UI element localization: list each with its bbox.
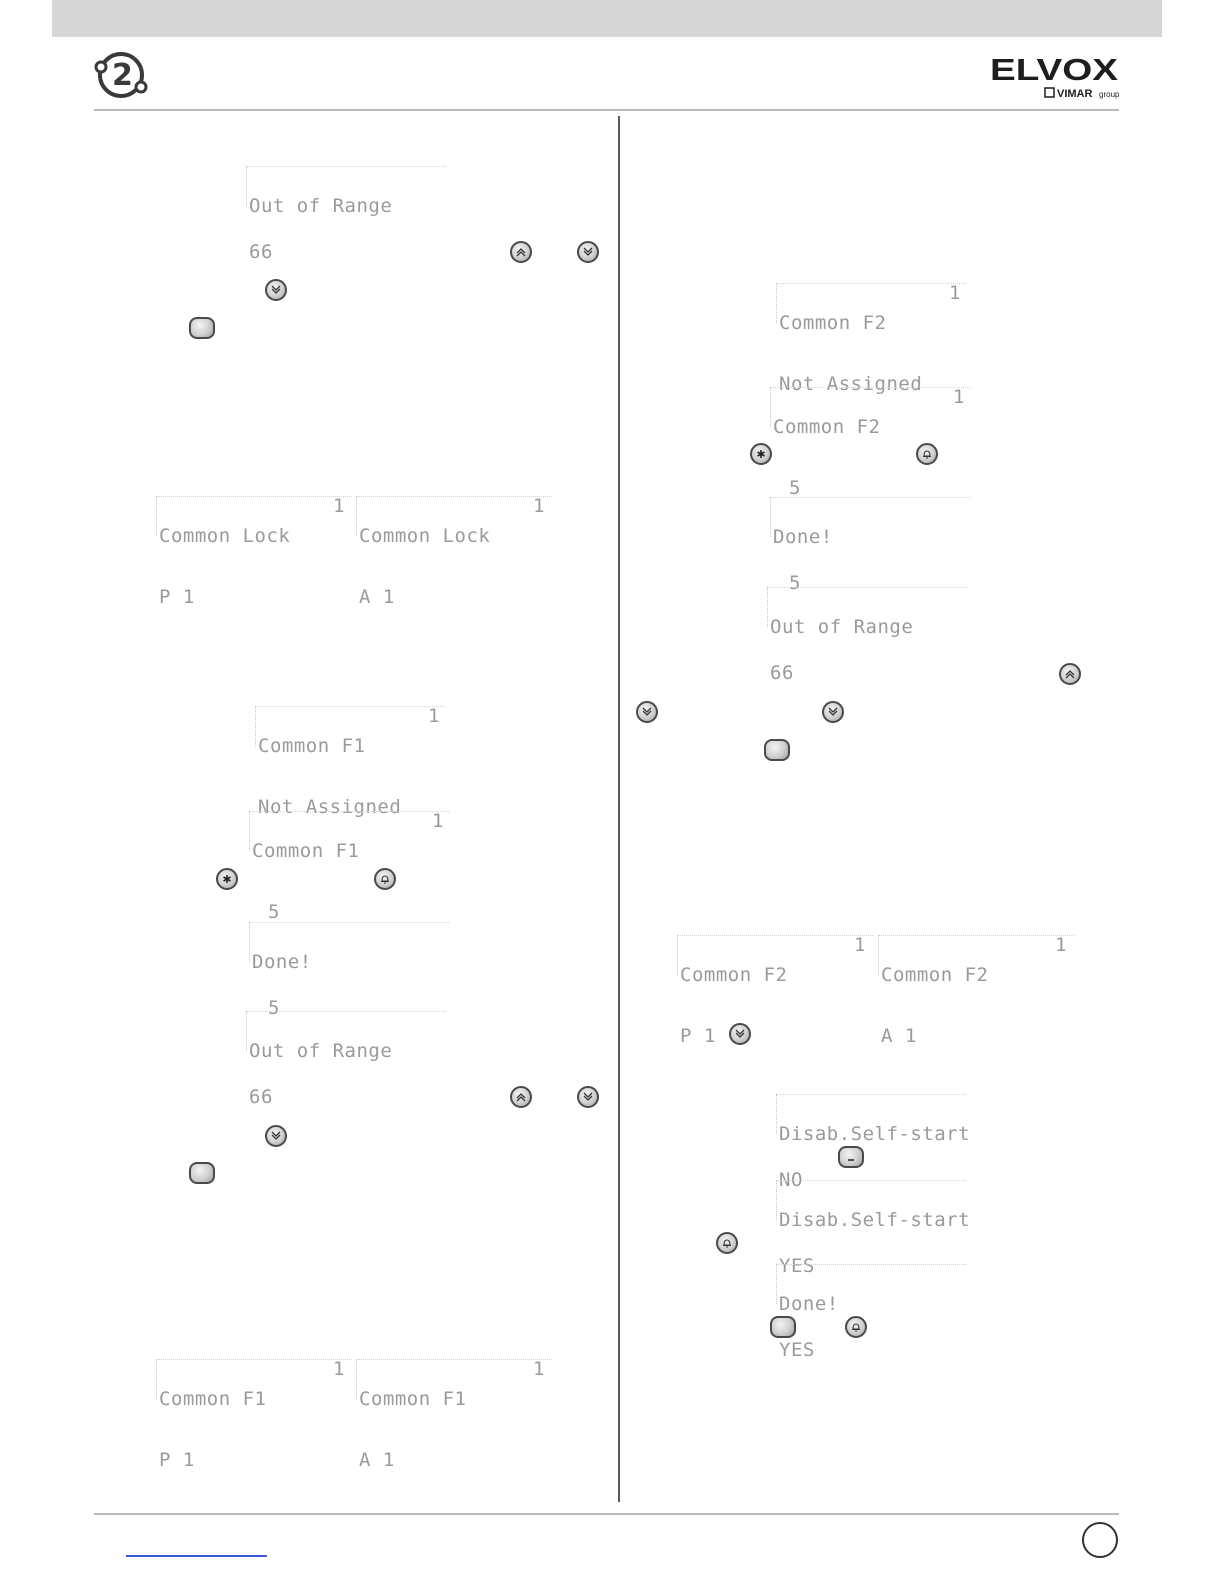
lcd-common-f2-5 (770, 386, 970, 499)
lcd-line1: Common F1 (359, 1388, 467, 1410)
down-arrow-icon (577, 1086, 599, 1108)
lcd-common-lock-p (156, 495, 352, 608)
lcd-done-5 (770, 497, 970, 594)
lcd-line2: P 1 (159, 1449, 195, 1471)
lcd-line1: Disab.Self-start (779, 1209, 971, 1231)
lcd-number: 1 (333, 495, 345, 517)
lcd-number: 1 (533, 495, 545, 517)
down-arrow-icon (265, 1125, 287, 1147)
lcd-line2: A 1 (359, 586, 395, 608)
lcd-done-yes (776, 1264, 966, 1361)
lcd-line1: Common F2 (881, 964, 989, 986)
lcd-number: 1 (949, 282, 961, 304)
lcd-disab-self-start-no (776, 1094, 971, 1191)
brand-tagline-suffix: group (1099, 90, 1120, 99)
lcd-number: 1 (1055, 934, 1067, 956)
lcd-line2: YES (779, 1339, 815, 1361)
lcd-line2: A 1 (359, 1449, 395, 1471)
lcd-line1: Common F1 (252, 840, 360, 862)
column-divider (618, 116, 620, 1502)
lcd-line1: Out of Range (249, 1040, 393, 1062)
page-language-circle (1082, 1522, 1118, 1558)
series-2-logo-text: 2 (112, 58, 133, 93)
lcd-line1: Disab.Self-start (779, 1123, 971, 1145)
blank-key-icon (770, 1316, 796, 1338)
dash-key-icon (838, 1146, 864, 1168)
lcd-number: 1 (333, 1358, 345, 1380)
lcd-common-f1-not-assigned (255, 705, 445, 818)
lcd-line2: A 1 (881, 1025, 917, 1047)
header-rule (94, 109, 1119, 111)
lcd-line1: Out of Range (770, 616, 914, 638)
lcd-line1: Common F1 (159, 1388, 267, 1410)
lcd-common-f2-p (677, 934, 873, 1047)
lcd-line1: Done! (773, 526, 833, 548)
blank-key-icon (189, 317, 215, 339)
lcd-line2: YES (779, 1255, 815, 1277)
brand-tagline: VIMAR (1057, 88, 1093, 100)
footer-link-underline[interactable] (126, 1555, 267, 1557)
lcd-number: 1 (432, 810, 444, 832)
asterisk-icon (750, 443, 772, 465)
lcd-common-lock-a (356, 495, 552, 608)
lcd-out-of-range-2 (246, 1011, 446, 1108)
down-arrow-icon (636, 701, 658, 723)
up-arrow-icon (510, 241, 532, 263)
elvox-logo (990, 52, 1120, 100)
lcd-line1: Common F1 (258, 735, 366, 757)
footer-rule (94, 1513, 1119, 1515)
lcd-line2: 66 (770, 662, 794, 684)
lcd-line2: 66 (249, 241, 273, 263)
lcd-common-f2-a (878, 934, 1074, 1047)
lcd-line2: P 1 (680, 1025, 716, 1047)
asterisk-icon (216, 868, 238, 890)
down-arrow-icon (729, 1023, 751, 1045)
lcd-line2: NO (779, 1169, 803, 1191)
lcd-line2: Not Assigned (258, 796, 402, 818)
lcd-line1: Done! (779, 1293, 839, 1315)
lcd-line1: Common Lock (159, 525, 291, 547)
bell-icon (374, 868, 396, 890)
bell-icon (916, 443, 938, 465)
lcd-number: 1 (953, 386, 965, 408)
lcd-common-f2-not-assigned (776, 282, 966, 395)
lcd-disab-self-start-yes (776, 1180, 971, 1277)
lcd-line2: Not Assigned (779, 373, 923, 395)
lcd-number: 1 (533, 1358, 545, 1380)
lcd-line1: Done! (252, 951, 312, 973)
down-arrow-icon (265, 279, 287, 301)
lcd-line2: 66 (249, 1086, 273, 1108)
lcd-line2: 5 (256, 997, 280, 1019)
lcd-done-5 (249, 922, 449, 1019)
lcd-out-of-range (767, 587, 967, 684)
blank-key-icon (189, 1162, 215, 1184)
lcd-line1: Common F2 (773, 416, 881, 438)
up-arrow-icon (1059, 663, 1081, 685)
down-arrow-icon (822, 701, 844, 723)
lcd-line1: Common Lock (359, 525, 491, 547)
header-bar (52, 0, 1162, 37)
lcd-line1: Common F2 (680, 964, 788, 986)
lcd-line2: 5 (777, 572, 801, 594)
series-2-logo (94, 50, 148, 100)
down-arrow-icon (577, 241, 599, 263)
lcd-line2: 5 (777, 477, 801, 499)
lcd-line2: P 1 (159, 586, 195, 608)
blank-key-icon (764, 739, 790, 761)
lcd-common-f1-a (356, 1358, 552, 1471)
lcd-line1: Out of Range (249, 195, 393, 217)
lcd-out-of-range (246, 166, 446, 263)
lcd-common-f1-p (156, 1358, 352, 1471)
up-arrow-icon (510, 1086, 532, 1108)
lcd-number: 1 (428, 705, 440, 727)
lcd-line2: 5 (256, 901, 280, 923)
lcd-common-f1-5 (249, 810, 449, 923)
bell-icon (845, 1316, 867, 1338)
lcd-line1: Common F2 (779, 312, 887, 334)
brand-name: ELVOX (990, 52, 1119, 87)
lcd-number: 1 (854, 934, 866, 956)
bell-icon (716, 1232, 738, 1254)
